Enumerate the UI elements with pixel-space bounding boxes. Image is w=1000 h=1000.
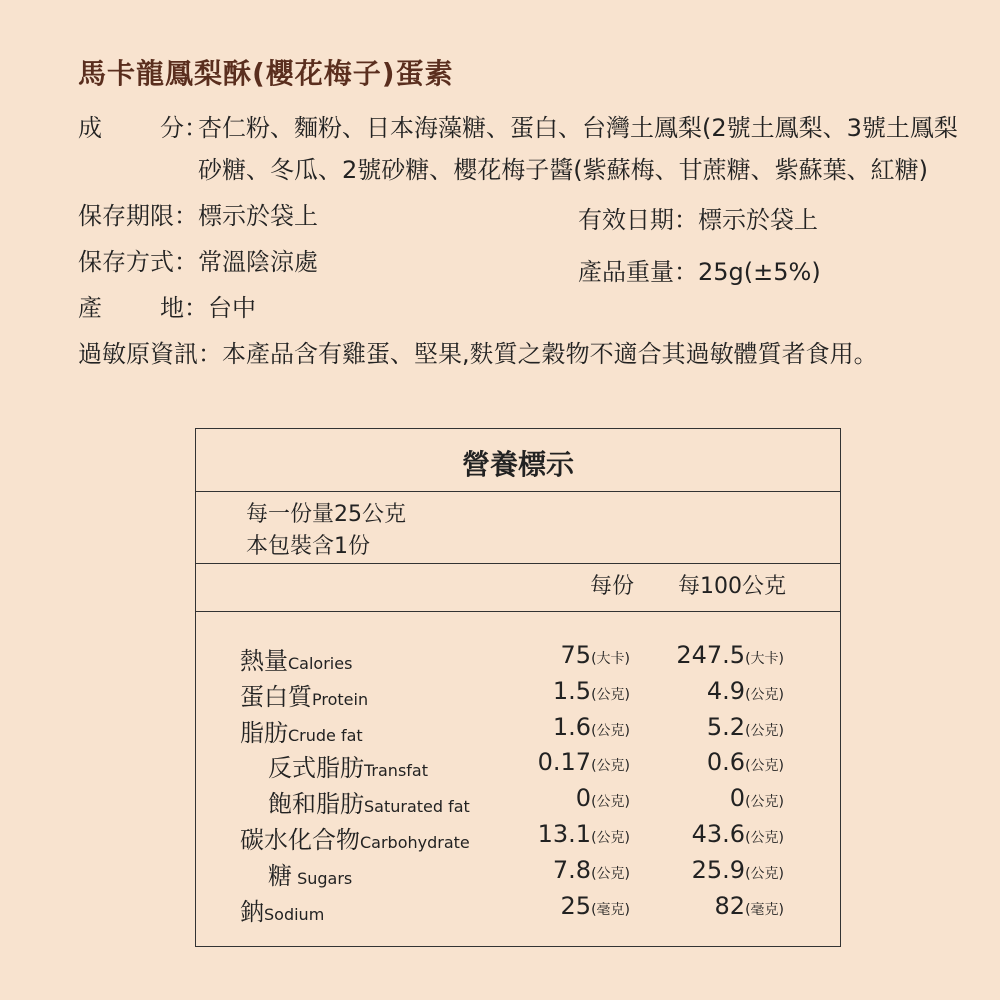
value-per-100g-unit: (公克) [745,865,784,882]
nutrition-row [196,677,840,713]
nutrition-row [196,856,840,892]
nutrition-row [196,748,840,784]
nutrient-name [268,784,470,819]
value-per-serving [561,641,630,669]
nutrient-name-zh: 蛋白質 [240,682,312,711]
value-per-serving-unit: (公克) [591,830,630,846]
nutrient-name-zh: 碳水化合物 [240,826,360,854]
nutrient-name-en: Sodium [264,904,325,924]
nutrient-name-zh: 脂肪 [240,718,288,747]
value-per-serving-number: 25 [560,891,592,920]
value-per-serving-unit: (公克) [591,686,630,703]
value-per-serving [576,784,630,812]
nutrition-row [196,784,840,820]
value-per-100g-number: 0.6 [706,748,746,777]
value-per-serving-unit: (大卡) [591,651,630,667]
value-per-serving-unit: (公克) [591,794,630,811]
nutrient-name-en: Transfat [364,761,428,781]
nutrient-name-zh: 飽和脂肪 [268,790,364,819]
nutrition-row [196,820,840,856]
origin-label-a: 產 [78,294,102,322]
value-per-serving [561,892,630,920]
nutrient-name-zh: 反式脂肪 [268,754,364,783]
nutrient-name [240,892,324,927]
nutrition-row [196,892,840,928]
divider [196,563,840,564]
servings-per-package: 本包裝含1份 [246,534,370,559]
nutrient-name-zh: 糖 [268,861,292,890]
nutrient-name [240,713,363,748]
ingredients-label-b: 分： [160,114,208,142]
ingredients-line-2: 砂糖、冬瓜、2號砂糖、櫻花梅子醬(紫蘇梅、甘蔗糖、紫蘇葉、紅糖) [198,156,928,184]
nutrient-name [268,748,428,783]
value-per-serving-number: 0 [575,784,592,813]
value-per-serving [538,748,630,776]
value-per-100g-unit: (公克) [745,722,784,739]
nutrient-name [268,856,352,891]
value-per-serving-unit: (公克) [591,865,630,882]
nutrient-name [240,820,470,855]
value-per-100g-unit: (公克) [745,758,784,775]
ingredients-line-1: 杏仁粉、麵粉、日本海藻糖、蛋白、台灣土鳳梨(2號土鳳梨、3號土鳳梨 [198,114,958,142]
divider [196,491,840,492]
value-per-serving-unit: (毫克) [591,901,630,918]
value-per-100g-unit: (公克) [745,830,784,846]
value-per-serving [553,677,630,705]
value-per-100g-number: 5.2 [706,712,746,741]
value-per-100g [692,856,784,884]
nutrient-name-en: Crude fat [288,725,363,745]
nutrient-name [240,641,352,676]
value-per-100g-number: 25.9 [691,855,746,884]
nutrition-row [196,641,840,677]
value-per-100g [707,677,784,705]
value-per-serving-number: 13.1 [537,820,592,848]
nutrient-name-en: Calories [288,654,353,673]
value-per-serving-number: 1.5 [552,676,592,705]
nutrient-name-en: Saturated fat [364,797,470,817]
value-per-serving-number: 7.8 [552,855,592,884]
value-per-100g [692,820,784,848]
value-per-100g-number: 4.9 [706,676,746,705]
value-per-100g-number: 247.5 [676,641,746,669]
value-per-100g-number: 43.6 [691,820,746,848]
value-per-serving-number: 0.17 [537,748,592,777]
value-per-serving [553,713,630,741]
value-per-100g [676,641,784,669]
value-per-100g-unit: (公克) [745,794,784,811]
col-per-serving: 每份 [589,574,634,599]
product-weight: 產品重量：25g(±5%) [578,258,821,286]
serving-size: 每一份量25公克 [246,502,406,527]
nutrient-name-en: Carbohydrate [360,833,470,852]
value-per-100g [730,784,784,812]
col-per-100g: 每100公克 [678,574,786,599]
value-per-100g-number: 82 [714,891,746,920]
value-per-100g [707,748,784,776]
nutrition-title: 營養標示 [461,448,574,481]
shelf-life: 保存期限：標示於袋上 [78,202,318,230]
nutrient-name-zh: 熱量 [240,647,288,675]
nutrient-name-en: Sugars [292,868,353,888]
value-per-serving-unit: (公克) [591,722,630,739]
ingredients-label-a: 成 [78,114,102,142]
value-per-100g [715,892,784,920]
value-per-serving [553,856,630,884]
value-per-serving-unit: (公克) [591,758,630,775]
expiry-date: 有效日期：標示於袋上 [578,206,818,234]
storage-method: 保存方式：常溫陰涼處 [78,248,318,276]
divider [196,611,840,612]
nutrient-name-zh: 鈉 [240,897,264,926]
nutrient-name-en: Protein [312,689,369,709]
value-per-serving [538,820,630,848]
nutrition-row [196,713,840,749]
value-per-100g-unit: (大卡) [745,651,784,667]
value-per-serving-number: 1.6 [552,712,592,741]
value-per-serving-number: 75 [560,641,592,669]
product-title: 馬卡龍鳳梨酥(櫻花梅子)蛋素 [78,57,454,90]
allergen-info: 過敏原資訊：本產品含有雞蛋、堅果,麩質之穀物不適合其過敏體質者食用。 [78,340,878,368]
origin-label-b: 地：台中 [160,294,256,322]
nutrient-name [240,677,368,712]
value-per-100g [707,713,784,741]
value-per-100g-number: 0 [729,784,746,813]
value-per-100g-unit: (毫克) [745,901,784,918]
value-per-100g-unit: (公克) [745,686,784,703]
nutrition-facts-box [195,428,841,947]
